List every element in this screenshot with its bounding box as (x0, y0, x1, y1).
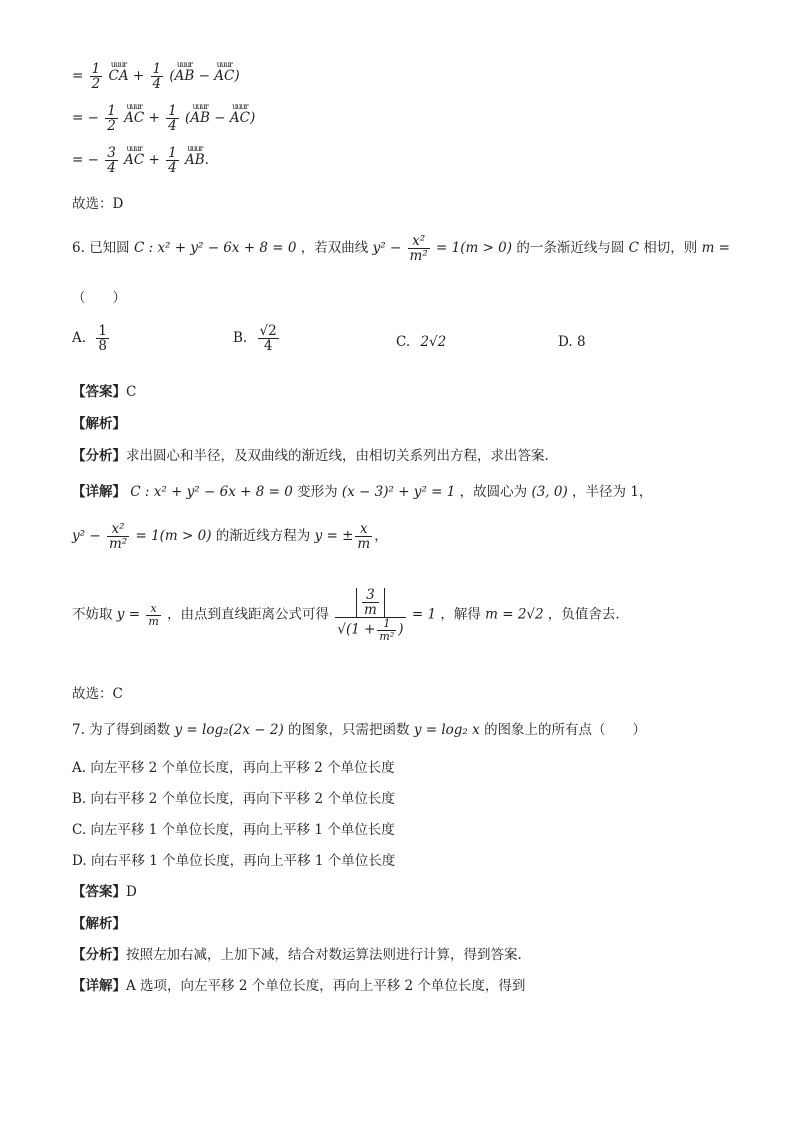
q7-option-b: B. 向右平移 2 个单位长度，再向下平移 2 个单位长度 (72, 791, 395, 807)
derivation-line-3: = − $\frac{3}{4}$ uuur AC + $\frac{1}{4}$ uuur AB. (72, 144, 209, 177)
vector-ac: uuur AC (229, 102, 250, 127)
q6-option-c: C. 2√2 (396, 334, 447, 350)
q6-analysis-tag: 【解析】 (72, 416, 126, 432)
vector-ca: uuur CA (108, 60, 129, 85)
q6-conclusion: 故选：C (72, 686, 123, 702)
question-6-blank: （ ） (72, 290, 126, 306)
equals-minus: = − (72, 152, 99, 169)
q6-option-a: A. $\frac{1}{8}$ (72, 323, 107, 355)
vector-ab: uuur AB (174, 60, 195, 85)
answer-5-conclusion: 故选：D (72, 196, 124, 212)
q7-option-d: D. 向右平移 1 个单位长度，再向上平移 1 个单位长度 (72, 853, 396, 869)
fraction-half: $\frac{1}{2}$ (91, 61, 101, 93)
q6-answer: 【答案】C (72, 384, 137, 400)
fraction-quarter: $\frac{1}{4}$ (152, 61, 162, 93)
fraction-quarter: $\frac{1}{4}$ (168, 145, 177, 177)
q6-option-b: B. $\frac{√2}{4}$ (233, 323, 277, 355)
fraction-half: $\frac{1}{2}$ (107, 103, 116, 135)
q6-option-d: D. 8 (558, 334, 586, 350)
q7-option-c: C. 向左平移 1 个单位长度，再向上平移 1 个单位长度 (72, 822, 395, 838)
distance-fraction: $\frac{3}{m}$ √(1 + $\frac{1}{\text{m²}}$ ) (337, 587, 404, 643)
derivation-line-2: = − $\frac{1}{2}$ uuur AC + $\frac{1}{4}$ ( uuur AB − uuur AC) (72, 102, 256, 135)
q7-answer: 【答案】D (72, 884, 137, 900)
q6-xiangjie-2: y² − $\frac{\text{x²}}{\text{m²}}$ = 1(m > 0) 的渐近线方程为 y = ± $\frac{x}{m}$ ， (72, 521, 388, 553)
q7-option-a: A. 向左平移 2 个单位长度，再向上平移 2 个单位长度 (72, 760, 395, 776)
q6-xiangjie-3: 不妨取 y = $\frac{x}{m}$ ，由点到直线距离公式可得 $\frac{3}{m}$ √(1 + $\frac{1}{\text{m²}}$ ) = 1 ，解得 m = 2√2 ，负值舍去. (72, 587, 620, 643)
q6-xiangjie-1: 【详解】 C : x² + y² − 6x + 8 = 0 变形为 (x − 3)² + y² = 1 ，故圆心为 (3, 0) ，半径为 1， (72, 484, 653, 500)
vector-ab: uuur AB (190, 102, 210, 127)
q6-fenxi: 【分析】求出圆心和半径，及双曲线的渐近线，由相切关系列出方程，求出答案. (72, 448, 549, 464)
question-6-stem: 6. 已知圆 C : x² + y² − 6x + 8 = 0 ，若双曲线 y² − $\frac{\text{x²}}{\text{m²}}$ = 1(m > 0) 的一条渐近线与圆 C 相切，则 m = (72, 233, 730, 265)
vector-ac: uuur AC (124, 102, 145, 127)
vector-ac: uuur AC (124, 144, 145, 169)
q7-fenxi: 【分析】按照左加右减，上加下减，结合对数运算法则进行计算，得到答案. (72, 947, 522, 963)
question-7-stem: 7. 为了得到函数 y = log₂(2x − 2) 的图象，只需把函数 y = log₂ x 的图象上的所有点（ ） (72, 722, 647, 738)
fraction-quarter: $\frac{1}{4}$ (168, 103, 177, 135)
q7-xiangjie: 【详解】A 选项，向左平移 2 个单位长度，再向上平移 2 个单位长度，得到 (72, 978, 526, 994)
equals-sign: = (72, 68, 84, 85)
equals-minus: = − (72, 110, 99, 127)
derivation-line-1: = $\frac{1}{2}$ uuur CA + $\frac{1}{4}$ ( uuur AB − uuur AC) (72, 60, 240, 93)
vector-ac: uuur AC (214, 60, 235, 85)
q7-analysis-tag: 【解析】 (72, 916, 126, 932)
vector-ab: uuur AB (185, 144, 205, 169)
fraction-three-quarters: $\frac{3}{4}$ (107, 145, 116, 177)
